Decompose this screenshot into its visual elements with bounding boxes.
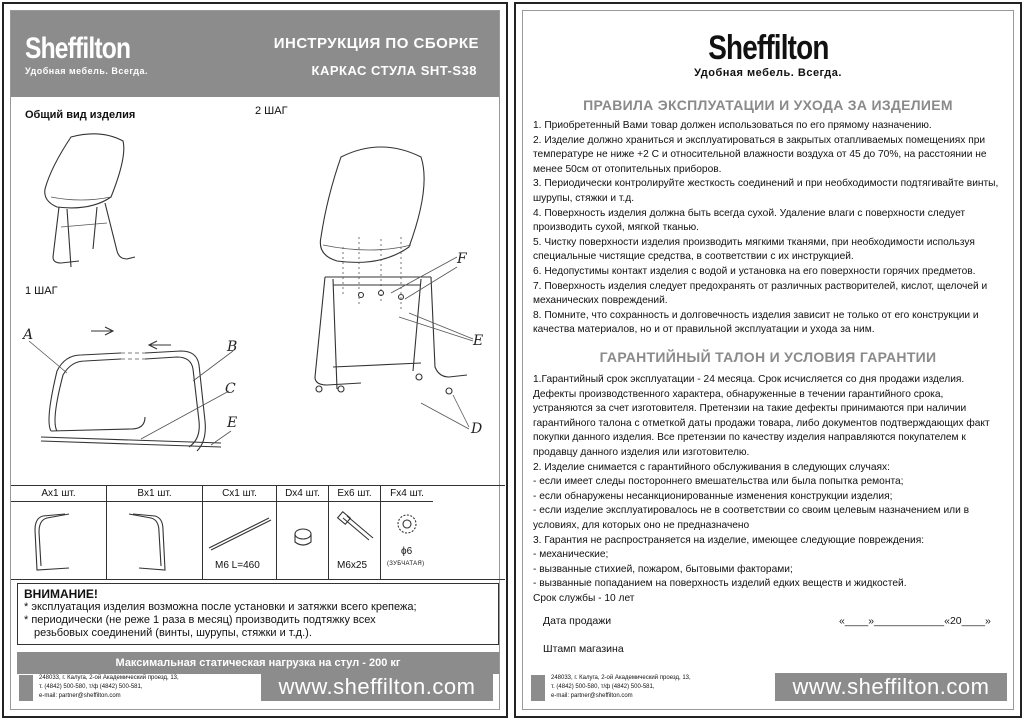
part-letter-b: B <box>227 339 238 355</box>
brand-name: Sheffilton <box>25 32 131 65</box>
part-f-type: (ЗУБЧАТАЯ) <box>387 561 425 567</box>
service-life: Срок службы - 10 лет <box>533 592 635 604</box>
warranty-item: - механические; <box>533 549 609 561</box>
brand-tagline: Удобная мебель. Всегда. <box>694 67 842 79</box>
sale-date-field[interactable]: «____»____________«20____» <box>839 615 991 627</box>
part-header: Dx4 шт. <box>277 488 328 502</box>
part-header: Bx1 шт. <box>107 488 202 502</box>
rule-item: 8. Помните, что сохранность и долговечность изделия зависит не только от его конструкции и качества материалов, но и от правильной эксплуатации и ухода за ним. <box>533 309 979 336</box>
rule-item: 6. Недопустимы контакт изделия с водой и установка на его поверхности горячих предметов. <box>533 265 976 277</box>
part-f-diameter: ϕ6 <box>401 546 413 557</box>
chair-general-view-drawing <box>31 127 151 277</box>
website-link[interactable]: www.sheffilton.com <box>261 673 493 701</box>
part-header: Ex6 шт. <box>329 488 380 502</box>
part-letter-a: A <box>23 327 34 343</box>
store-stamp-label: Штамп магазина <box>543 643 624 655</box>
warranty-title: ГАРАНТИЙНЫЙ ТАЛОН И УСЛОВИЯ ГАРАНТИИ <box>599 349 937 365</box>
address-line: 248033, г. Калуга, 2-ой Академический проезд, 13, <box>551 675 691 681</box>
step2-label: 2 ШАГ <box>255 105 288 117</box>
part-c-rod-icon <box>207 514 273 554</box>
warning-title: ВНИМАНИЕ! <box>24 587 98 601</box>
warranty-item: - если имеет следы постороннего вмешательства или была попытка ремонта; <box>533 476 904 488</box>
rule-item: 4. Поверхность изделия должна быть всегда сухой. Удаление влаги с поверхности следует производить сухой, мягкой тканью. <box>533 207 966 234</box>
left-header <box>11 11 499 97</box>
part-header: Ax1 шт. <box>11 488 106 502</box>
part-header: Cx1 шт. <box>203 488 276 502</box>
address-line: 248033, г. Калуга, 2-ой Академический проезд, 13, <box>39 675 179 681</box>
part-e-size: M6x25 <box>337 560 368 571</box>
footer-address <box>39 674 179 701</box>
footer-square <box>531 675 545 701</box>
part-letter-c: C <box>225 381 236 397</box>
max-load-banner: Максимальная статическая нагрузка на стул - 200 кг <box>17 652 499 674</box>
care-warranty-page <box>514 2 1022 718</box>
part-d-cap-icon <box>291 526 315 550</box>
step2-assembly-drawing <box>281 127 501 437</box>
left-page-frame <box>10 10 500 710</box>
rule-item: 3. Периодически контролируйте жесткость соединений и при необходимости подтягивайте винты, шурупы, стяжки и т.д. <box>533 178 999 204</box>
product-title: КАРКАС СТУЛА SHT-S38 <box>311 63 477 78</box>
email-line: e-mail: partner@sheffilton.com <box>39 693 121 699</box>
rules-list <box>533 119 1005 338</box>
footer-address <box>551 674 691 701</box>
part-c-size: M6 L=460 <box>215 560 260 571</box>
part-b-leg-icon <box>127 510 187 574</box>
part-letter-e: E <box>227 415 238 431</box>
footer-square <box>19 675 33 701</box>
left-footer <box>11 667 499 709</box>
warning-line: резьбовых соединений (винты, шурупы, стяжки и т.д.). <box>34 627 312 639</box>
warranty-item: 1.Гарантийный срок эксплуатации - 24 месяца. Срок исчисляется со дня продажи изделия. Дефекты производственного характера, обнаруженные в течении гарантийного срока, устраняются за счет изготовителя. Претензии на такие дефекты принимаются при наличии гарантийного талона с отметкой даты продажи товара, либо документов подтверждающих факт покупки данного изделия. Все претензии по качеству изделия направляются покупателем к продавцу данного изделия или изготовителю. <box>533 374 990 458</box>
part-cell-f <box>381 486 433 579</box>
general-view-label: Общий вид изделия <box>25 109 136 121</box>
brand-logo <box>25 33 153 76</box>
rules-title: ПРАВИЛА ЭКСПЛУАТАЦИИ И УХОДА ЗА ИЗДЕЛИЕМ <box>583 97 953 113</box>
part-letter-f: F <box>457 251 467 267</box>
warning-line: * периодически (не реже 1 раза в месяц) производить подтяжку всех <box>24 614 376 626</box>
part-cell-d <box>277 486 329 579</box>
warranty-item: 3. Гарантия не распространяется на изделие, имеющее следующие повреждения: <box>533 534 925 546</box>
rule-item: 1. Приобретенный Вами товар должен использоваться по его прямому назначению. <box>533 120 932 131</box>
part-cell-b <box>107 486 203 579</box>
warning-line: * эксплуатация изделия возможна после установки и затяжки всего крепежа; <box>24 601 417 613</box>
warranty-item: - если обнаружены несанкционированные изменения конструкции изделия; <box>533 490 893 502</box>
parts-table <box>11 485 505 580</box>
warranty-item: - вызванные стихией, пожаром, бытовыми факторами; <box>533 563 793 575</box>
part-header: Fx4 шт. <box>381 488 433 502</box>
brand-name: Sheffilton <box>707 29 829 67</box>
part-letter-e-step2: E <box>473 333 484 349</box>
rule-item: 7. Поверхность изделия следует предохранять от различных растворителей, кислот, щелочей и механических повреждений. <box>533 280 988 307</box>
rule-item: 5. Чистку поверхности изделия производить мягкими тканями, при необходимости используя специальные чистящие средства, в соответствии с их инструкцией. <box>533 236 975 263</box>
document-title: ИНСТРУКЦИЯ ПО СБОРКЕ <box>273 35 479 52</box>
right-page-frame <box>522 10 1014 710</box>
right-footer <box>523 667 1013 709</box>
part-cell-a <box>11 486 107 579</box>
part-f-washer-icon <box>395 512 419 536</box>
step1-label: 1 ШАГ <box>25 285 58 297</box>
email-line: e-mail: partner@sheffilton.com <box>551 693 633 699</box>
warranty-item: 2. Изделие снимается с гарантийного обслуживания в следующих случаях: <box>533 461 890 473</box>
assembly-instructions-page <box>2 2 508 718</box>
phone-line: т. (4842) 500-580, т/ф (4842) 500-581, <box>551 684 655 690</box>
phone-line: т. (4842) 500-580, т/ф (4842) 500-581, <box>39 684 143 690</box>
part-a-leg-icon <box>29 510 89 574</box>
rule-item: 2. Изделие должно храниться и эксплуатироваться в закрытых отапливаемых помещениях при температуре не ниже +2 С и относительной влажности воздуха от 45 до 70%, на расстоянии не менее 50см от отопительных приборов. <box>533 134 987 175</box>
website-link[interactable]: www.sheffilton.com <box>775 673 1007 701</box>
part-cell-e <box>329 486 381 579</box>
part-cell-c <box>203 486 277 579</box>
warranty-item: - вызванные попаданием на поверхность изделий едких веществ и жидкостей. <box>533 578 907 590</box>
brand-tagline: Удобная мебель. Всегда. <box>25 66 148 76</box>
warning-box <box>17 583 499 645</box>
brand-logo-right <box>523 29 1013 79</box>
part-e-bolt-icon <box>337 512 377 548</box>
part-letter-d: D <box>471 421 483 437</box>
warranty-list <box>533 373 1005 607</box>
sale-date-label: Дата продажи <box>543 615 612 627</box>
warranty-item: - если изделие эксплуатировалось не в соответствии со своим целевым назначением или в условиях, для которых оно не предназначено <box>533 505 970 531</box>
